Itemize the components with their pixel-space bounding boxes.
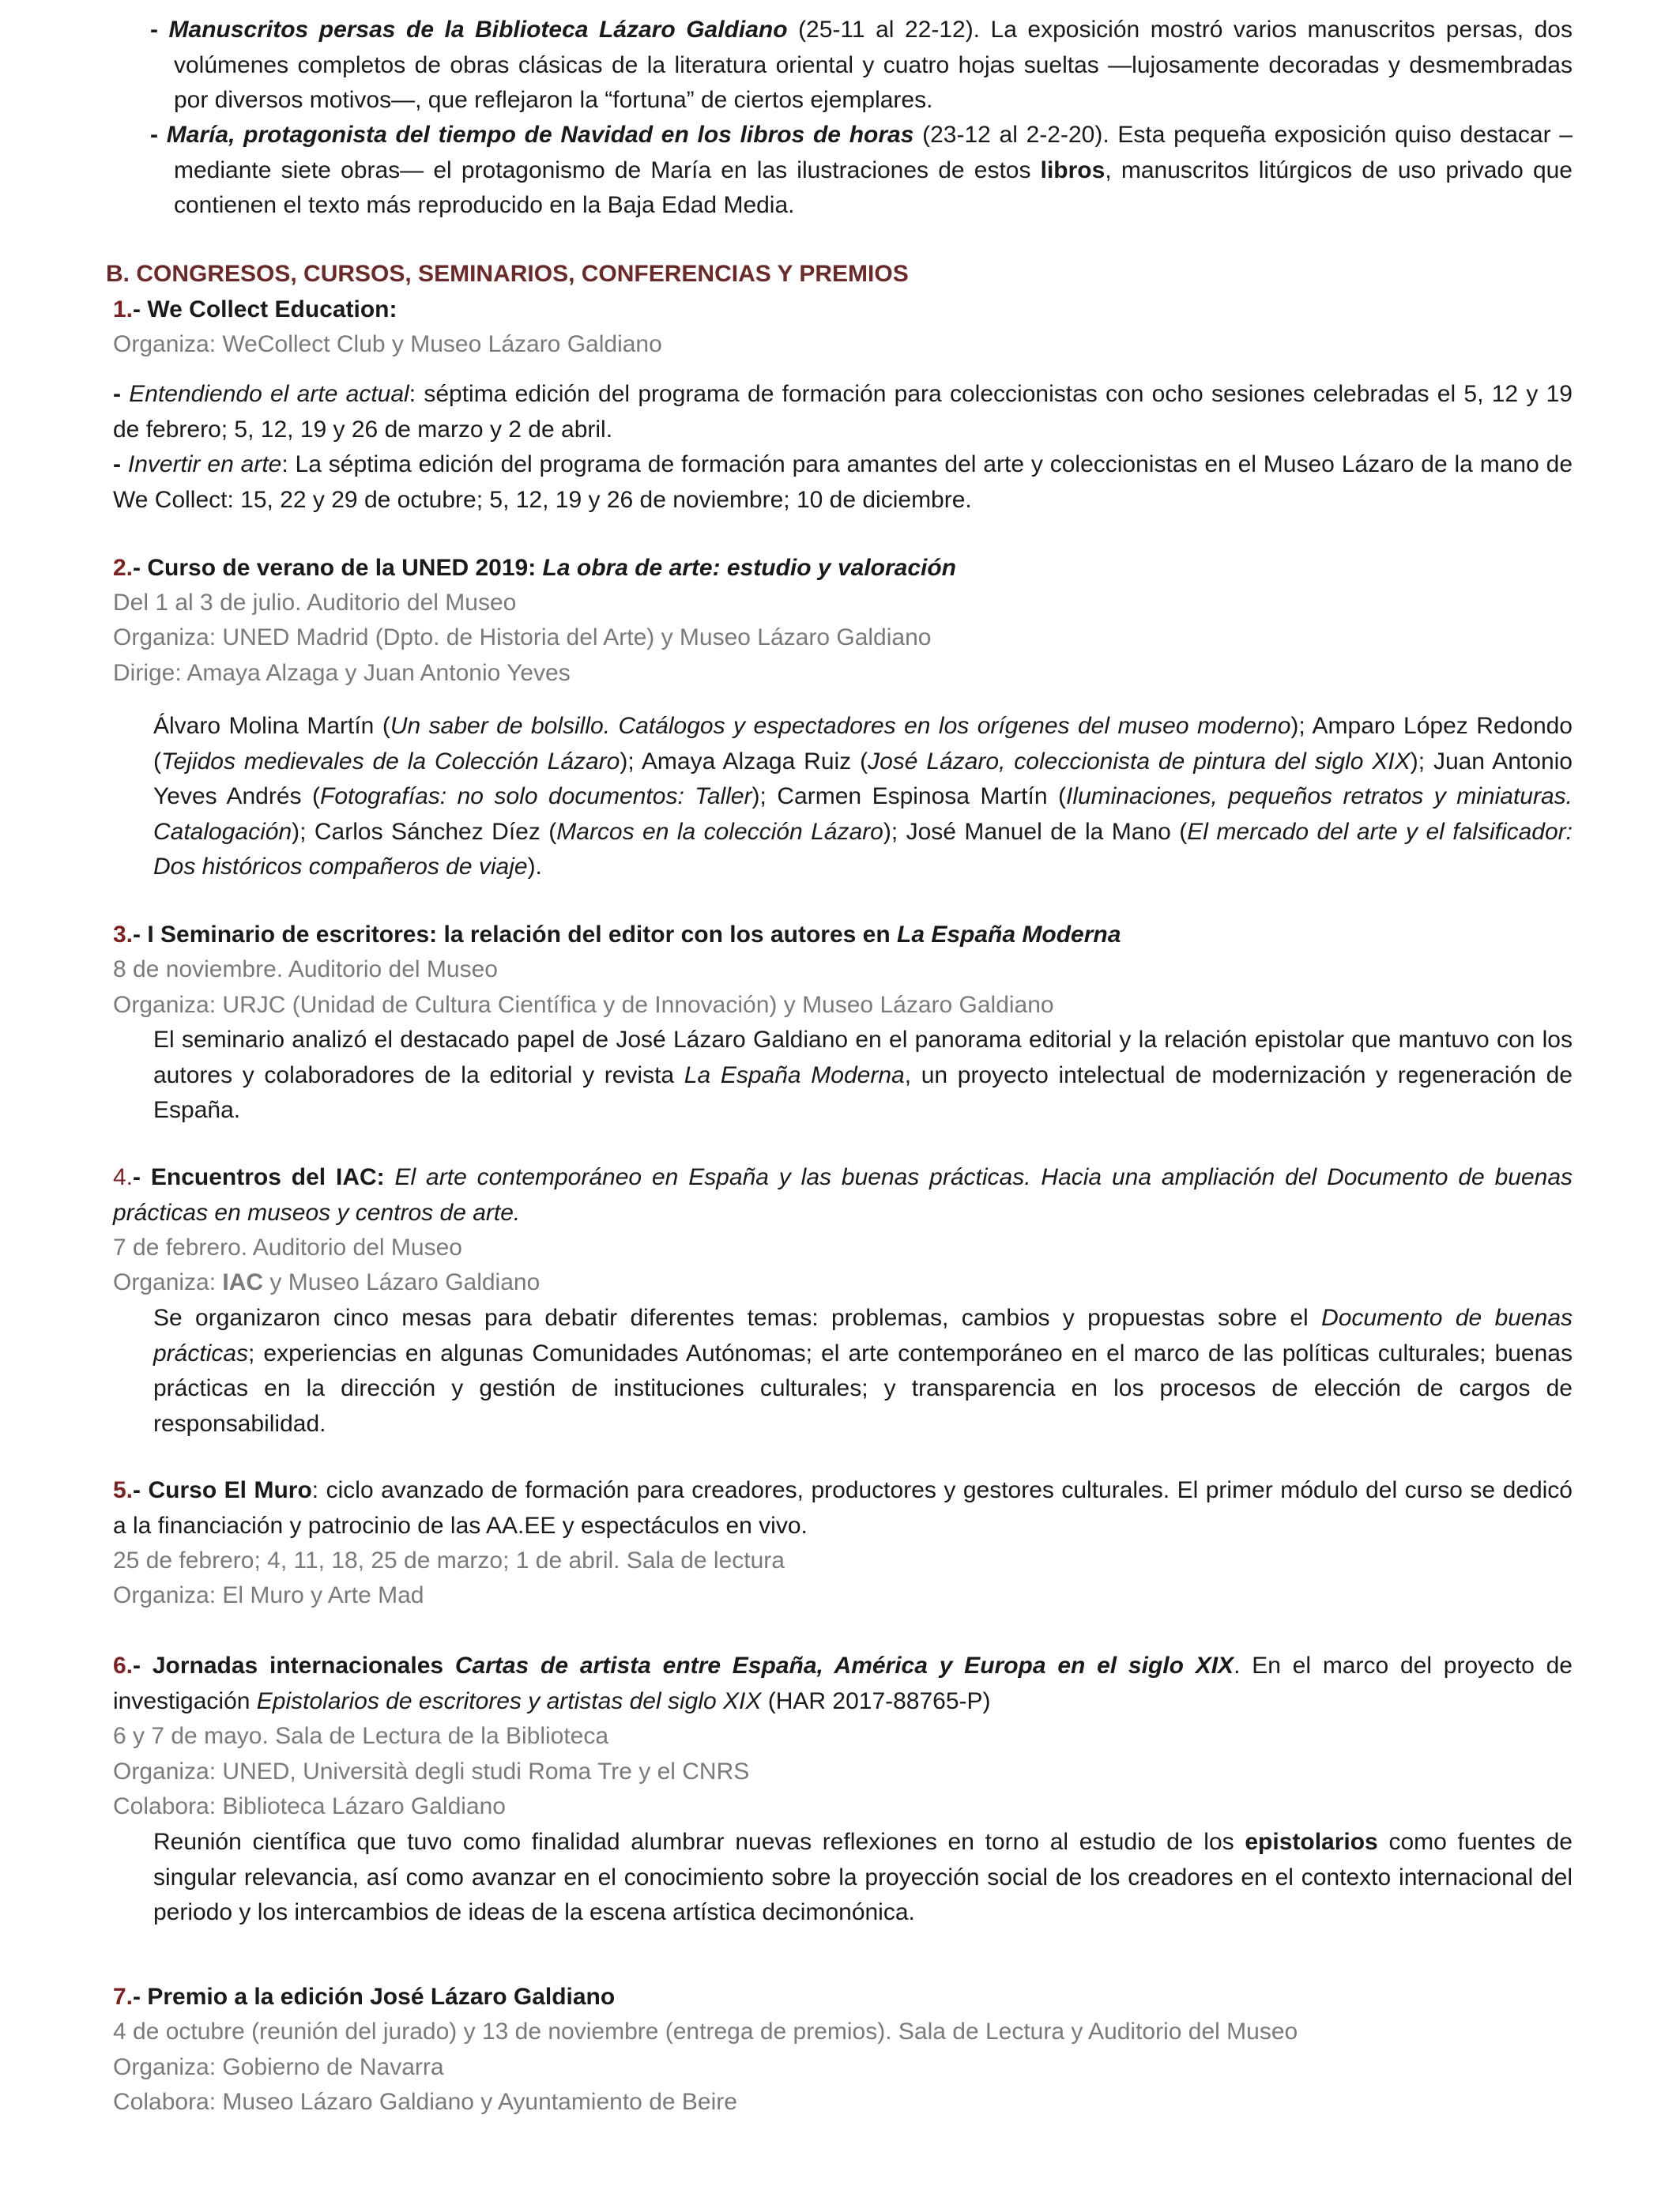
sub-text: : La séptima edición del programa de formación para amantes del arte y coleccionistas en el Museo Lázaro de la mano de We Collect: 15, 22 y 29 de octubre; 5, 12, 19 y 26 de noviembre; 10 de diciembre.: [113, 451, 1573, 513]
exhibition-dates: (23-12 al 2-2-20).: [913, 122, 1109, 148]
item-7-date: 4 de octubre (reunión del jurado) y 13 de noviembre (entrega de premios). Sala de Lectura y Auditorio del Museo: [113, 2019, 1298, 2045]
paragraph-text: ); José Manuel de la Mano (: [883, 818, 1188, 845]
item-title: - We Collect Education:: [133, 296, 397, 322]
talk-title: El mercado del arte y el falsificador: Dos históricos compañeros de viaje: [153, 818, 1573, 880]
item-5-organiza: Organiza: El Muro y Arte Mad: [113, 1582, 424, 1608]
paragraph-bold: epistolarios: [1245, 1829, 1378, 1855]
item-6-date: 6 y 7 de mayo. Sala de Lectura de la Biblioteca: [113, 1723, 609, 1749]
sub-text: : séptima edición del programa de formación para coleccionistas con ocho sesiones celebradas el 5, 12 y 19 de febrero; 5, 12, 19 y 26 de marzo y 2 de abril.: [113, 381, 1573, 443]
item-title-italic: La España Moderna: [897, 922, 1121, 948]
exhibition-text: La exposición mostró varios manuscritos persas, dos volúmenes completos de obras clásicas de la literatura oriental y cuatro hojas sueltas —lujosamente decoradas y desmembradas por diversos motivos—, que reflejaron la “fortuna” de ciertos ejemplares.: [174, 17, 1573, 113]
item-4-organiza: [113, 1265, 1573, 1301]
item-2-title: [113, 551, 1573, 586]
list-dash: -: [133, 1653, 153, 1679]
exhibition-text: Esta pequeña exposición quiso destacar –mediante siete obras— el protagonismo de María en las ilustraciones de estos: [174, 122, 1573, 183]
talk-title: Marcos en la colección Lázaro: [556, 818, 883, 845]
paragraph-text: como fuentes de singular relevancia, así como avanzar en el conocimiento sobre la proyección social de los creadores en el contexto internacional del periodo y los intercambios de ideas de la escena artística decimonónica.: [153, 1829, 1573, 1925]
item-4-title: [113, 1160, 1573, 1231]
talk-title: Iluminaciones, pequeños retratos y miniaturas. Catalogación: [153, 783, 1573, 845]
sub-title: Entendiendo el arte actual: [129, 381, 409, 407]
paragraph-text: ); Amaya Alzaga Ruiz (: [620, 748, 868, 775]
item-number: 5.: [113, 1477, 134, 1503]
item-3-paragraph: [153, 1023, 1573, 1129]
paragraph-text: ); Juan Antonio Yeves Andrés (: [153, 748, 1573, 809]
list-dash: -: [150, 17, 169, 43]
item-1-sub-1: [113, 377, 1573, 447]
item-2-date: Del 1 al 3 de julio. Auditorio del Museo: [113, 590, 517, 616]
item-6-title: [113, 1649, 1573, 1719]
item-title: - I Seminario de escritores: la relación del editor con los autores en: [133, 922, 897, 948]
section-heading: B. CONGRESOS, CURSOS, SEMINARIOS, CONFERENCIAS Y PREMIOS: [106, 261, 909, 287]
item-text: (HAR 2017-88765-P): [761, 1687, 991, 1714]
item-title: - Curso de verano de la UNED 2019:: [133, 555, 543, 581]
item-number: 6.: [113, 1653, 134, 1679]
paragraph-italic: La España Moderna: [684, 1061, 905, 1088]
item-1-organiza: Organiza: WeCollect Club y Museo Lázaro Galdiano: [113, 331, 662, 357]
item-title: - Curso El Muro: [133, 1477, 312, 1503]
talk-title: Un saber de bolsillo. Catálogos y espectadores en los orígenes del museo moderno: [390, 713, 1291, 739]
item-number: 7.: [113, 1984, 134, 2010]
list-dash: -: [113, 381, 130, 407]
exhibition-title: María, protagonista del tiempo de Navidad en los libros de horas: [166, 122, 914, 148]
item-7-colabora: Colabora: Museo Lázaro Galdiano y Ayuntamiento de Beire: [113, 2089, 737, 2115]
item-3-title: [113, 918, 1573, 953]
item-1-sub-2: [113, 447, 1573, 518]
item-title-italic: La obra de arte: estudio y valoración: [542, 555, 957, 581]
item-2-organiza: Organiza: UNED Madrid (Dpto. de Historia del Arte) y Museo Lázaro Galdiano: [113, 624, 932, 650]
item-2-dirige: Dirige: Amaya Alzaga y Juan Antonio Yeves: [113, 660, 571, 686]
paragraph-text: Se organizaron cinco mesas para debatir diferentes temas: problemas, cambios y propuestas sobre el: [153, 1305, 1322, 1331]
paragraph-text: El seminario analizó el destacado papel de José Lázaro Galdiano en el panorama editorial y la relación epistolar que mantuvo con los autores y colaboradores de la editorial y revista: [153, 1027, 1573, 1088]
paragraph-text: ); Amparo López Redondo (: [153, 713, 1573, 775]
item-5-date: 25 de febrero; 4, 11, 18, 25 de marzo; 1 de abril. Sala de lectura: [113, 1547, 785, 1574]
item-1-title: [113, 292, 1573, 328]
exhibition-text: , manuscritos litúrgicos de uso privado que contienen el texto más reproducido en la Baja Edad Media.: [174, 156, 1573, 218]
paragraph-text: ).: [527, 854, 542, 880]
item-title-italic: El arte contemporáneo en España y las buenas prácticas. Hacia una ampliación del Documento de buenas prácticas en museos y centros de arte.: [113, 1164, 1573, 1226]
sub-title: Invertir en arte: [127, 451, 282, 477]
exhibition-item-1: [150, 13, 1573, 119]
item-3-organiza: Organiza: URJC (Unidad de Cultura Científica y de Innovación) y Museo Lázaro Galdiano: [113, 992, 1054, 1018]
item-number: 4.: [113, 1164, 134, 1190]
item-7-title: [113, 1980, 1573, 2015]
paragraph-text: ; experiencias en algunas Comunidades Autónomas; el arte contemporáneo en el marco de las políticas culturales; buenas prácticas en la dirección y gestión de instituciones culturales; y transparencia en los procesos de elección de cargos de responsabilidad.: [153, 1340, 1573, 1437]
paragraph-italic: Documento de buenas prácticas: [153, 1305, 1573, 1367]
item-number: 2.: [113, 555, 134, 581]
item-6-paragraph: [153, 1825, 1573, 1931]
exhibition-title: Manuscritos persas de la Biblioteca Lázaro Galdiano: [168, 17, 788, 43]
list-dash: -: [133, 1164, 151, 1190]
paragraph-text: Álvaro Molina Martín (: [153, 713, 390, 739]
item-title-italic: Cartas de artista entre España, América y Europa en el siglo XIX: [454, 1653, 1234, 1679]
item-6-organiza: Organiza: UNED, Università degli studi Roma Tre y el CNRS: [113, 1759, 750, 1785]
list-dash: -: [150, 122, 167, 148]
item-4-date: 7 de febrero. Auditorio del Museo: [113, 1235, 462, 1261]
paragraph-text: Reunión científica que tuvo como finalidad alumbrar nuevas reflexiones en torno al estudio de los: [153, 1829, 1245, 1855]
talk-title: José Lázaro, coleccionista de pintura del siglo XIX: [868, 748, 1411, 775]
item-text-italic: Epistolarios de escritores y artistas del siglo XIX: [256, 1687, 762, 1714]
talk-title: Tejidos medievales de la Colección Lázaro: [161, 748, 620, 775]
item-title: Encuentros del IAC:: [150, 1164, 385, 1190]
item-text: : ciclo avanzado de formación para creadores, productores y gestores culturales. El primer módulo del curso se dedicó a la financiación y patrocinio de las AA.EE y espectáculos en vivo.: [113, 1477, 1573, 1539]
paragraph-text: ); Carmen Espinosa Martín (: [751, 783, 1066, 809]
organiza-label: Organiza:: [113, 1269, 223, 1295]
list-dash: -: [113, 451, 128, 477]
item-text: . En el marco del proyecto de investigación: [113, 1653, 1573, 1714]
organiza-bold: IAC: [222, 1269, 264, 1295]
organiza-text: y Museo Lázaro Galdiano: [263, 1269, 541, 1295]
item-5-title: [113, 1473, 1573, 1544]
item-2-paragraph: [153, 709, 1573, 885]
item-3-date: 8 de noviembre. Auditorio del Museo: [113, 956, 498, 982]
paragraph-text: , un proyecto intelectual de modernización y regeneración de España.: [153, 1061, 1573, 1123]
paragraph-text: ); Carlos Sánchez Díez (: [292, 818, 557, 845]
exhibition-bold-word: libros: [1040, 156, 1106, 183]
item-7-organiza: Organiza: Gobierno de Navarra: [113, 2054, 444, 2080]
talk-title: Fotografías: no solo documentos: Taller: [320, 783, 752, 809]
exhibition-item-2: [150, 118, 1573, 224]
item-title: Jornadas internacionales: [152, 1653, 455, 1679]
item-4-paragraph: [153, 1301, 1573, 1442]
item-title: - Premio a la edición José Lázaro Galdiano: [133, 1984, 616, 2010]
item-6-colabora: Colabora: Biblioteca Lázaro Galdiano: [113, 1793, 506, 1819]
exhibition-dates: (25-11 al 22-12).: [787, 17, 981, 43]
item-number: 1.: [113, 296, 134, 322]
item-number: 3.: [113, 922, 134, 948]
